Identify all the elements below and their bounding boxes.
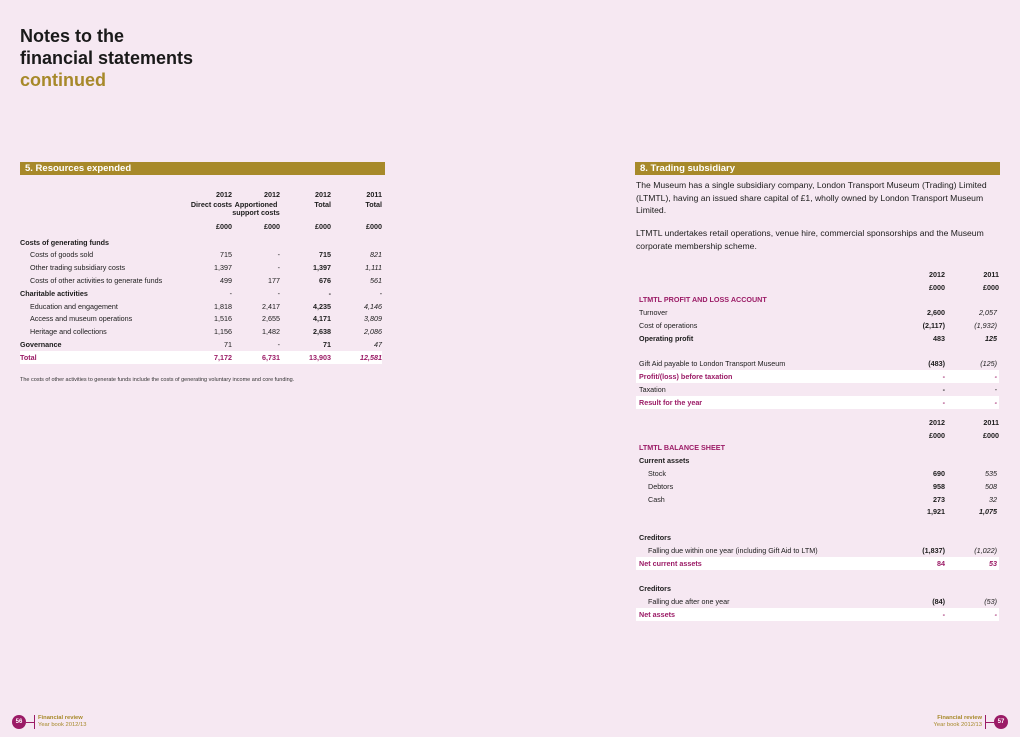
table-row [636,383,999,396]
table-row [20,338,382,351]
row-value-2012: (483) [928,359,945,369]
bs-title: LTMTL BALANCE SHEET [639,443,725,453]
bs-title-row [636,442,999,455]
row-value-2011: (1,022) [974,545,997,555]
title-continued: continued [20,70,106,90]
note5-header-unit [20,218,382,236]
row-value: 676 [319,276,331,286]
row-value-2011: 1,075 [979,507,997,517]
row-value: 3,809 [364,314,382,324]
row-value-2012: 690 [933,469,945,479]
row-label: Costs of other activities to generate funds [30,276,163,286]
table-row [20,261,382,274]
row-value: - [277,250,280,260]
row-label: Heritage and collections [30,327,107,337]
table-row [20,287,382,300]
row-value: 4,171 [313,314,331,324]
row-value: 499 [220,276,232,286]
table-row [636,480,999,493]
row-value-2011: (125) [980,359,997,369]
row-value: 2,655 [262,314,280,324]
table-row [20,351,382,364]
table-row [636,570,999,583]
table-row [20,274,382,287]
row-label: Current assets [639,456,690,466]
footer-subtitle-right: Year book 2012/13 [933,722,982,728]
row-label: Net assets [636,608,889,621]
note8-paragraph-1: The Museum has a single subsidiary company, London Transport Museum (Trading) Limited (LTMTL), having an issued share capital of £1, wholly owned by London Transport Museum Limited. [636,180,987,215]
row-value-2011 [945,582,999,595]
row-value: 6,731 [232,351,280,364]
table-row [20,313,382,326]
row-value-2011: 535 [985,469,997,479]
row-value: 1,156 [214,327,232,337]
row-label: Profit/(loss) before taxation [636,370,889,383]
balance-sheet-table [636,416,999,621]
row-value-2011 [945,345,999,358]
table-row [636,506,999,519]
row-value: 13,903 [280,351,331,364]
row-value-2011: - [994,385,997,395]
table-row [636,608,999,621]
footer-divider-right [986,722,994,723]
table-row [636,332,999,345]
col-year: 2011 [366,189,382,199]
row-value: 1,516 [214,314,232,324]
row-value: 4,146 [364,301,382,311]
row-value: 1,397 [214,263,232,273]
footer-section-right: Financial review [937,715,982,721]
resources-expended-table [20,188,382,364]
table-row [636,518,999,531]
bs-unit-2012: £000 [929,430,945,440]
row-value-2012 [889,570,945,583]
row-value-2012 [889,582,945,595]
table-row [636,467,999,480]
row-label: Creditors [639,533,671,543]
row-label [636,345,889,358]
row-value-2011: - [945,396,999,409]
table-row [636,345,999,358]
table-row [636,493,999,506]
row-value: 7,172 [190,351,232,364]
pl-unit-2011: £000 [983,282,999,292]
row-label: Falling due within one year (including Gift Aid to LTM) [648,545,818,555]
row-value-2012: 958 [933,481,945,491]
row-value: 2,086 [364,327,382,337]
row-value-2011: 508 [985,481,997,491]
table-row [20,300,382,313]
row-value: 561 [370,276,382,286]
footer-section-left: Financial review [38,715,83,721]
row-value-2011: 53 [945,557,999,570]
row-value: 71 [224,340,232,350]
note5-header-spacer [20,201,190,218]
col-year: 2012 [216,189,232,199]
col-unit: £000 [315,222,331,232]
table-row [636,544,999,557]
row-label: Governance [20,340,62,350]
row-value-2011 [945,454,999,467]
row-value: - [379,288,382,298]
row-value-2012: 2,600 [927,308,945,318]
pl-year-row [636,268,999,281]
bs-year-row [636,416,999,429]
note8-paragraph-2: LTMTL undertakes retail operations, venue hire, commercial sponsorships and the Museum corporate membership scheme. [636,228,984,251]
row-value-2012 [889,518,945,531]
row-value-2012: - [889,370,945,383]
note5-header-spacer [20,218,190,236]
row-value: - [277,340,280,350]
row-value: - [229,288,232,298]
row-value-2011: 2,057 [979,308,997,318]
row-value-2012: 273 [933,494,945,504]
table-row [636,582,999,595]
row-label: Cash [648,494,665,504]
row-value-2011 [945,531,999,544]
row-label: Debtors [648,481,674,491]
row-value-2012: - [889,608,945,621]
row-value: 71 [323,340,331,350]
row-label: Total [20,351,190,364]
title-line-1: Notes to the [20,26,125,46]
row-label: Cost of operations [639,321,698,331]
col-unit: £000 [216,222,232,232]
row-value-2012: 84 [889,557,945,570]
row-label: Education and engagement [30,301,118,311]
profit-loss-table [636,268,999,409]
row-value-2012: (84) [932,597,945,607]
footer-divider-left [26,722,34,723]
row-value-2012 [889,454,945,467]
row-value: 1,397 [313,263,331,273]
page-title [20,25,193,91]
pl-unit-2012: £000 [929,282,945,292]
table-row [636,358,999,371]
note5-header-year [20,188,382,201]
row-value: - [328,288,331,298]
page-number-left: 56 [12,715,26,729]
table-row [636,595,999,608]
bs-year-2012: 2012 [929,417,945,427]
row-value: 715 [220,250,232,260]
row-value: 2,638 [313,327,331,337]
row-label: Costs of generating funds [20,237,110,247]
note8-heading: 8. Trading subsidiary [635,162,1000,175]
row-value-2011: - [945,370,999,383]
note5-header-label [20,201,382,218]
row-value-2012: - [889,396,945,409]
row-value: 47 [374,340,382,350]
row-label: Result for the year [636,396,889,409]
row-label: Other trading subsidiary costs [30,263,126,273]
row-value: 1,111 [365,263,382,273]
footer-rule-left [34,715,35,729]
col-label: Apportioned support costs [232,199,280,218]
row-value: 821 [370,250,382,260]
col-label: Total [365,199,382,209]
table-row [20,249,382,262]
table-row [636,306,999,319]
row-value: 1,482 [262,327,280,337]
row-value-2011 [945,570,999,583]
col-year: 2012 [315,189,331,199]
row-value-2011: 125 [985,333,997,343]
row-label: Stock [648,469,666,479]
table-row [636,319,999,332]
col-unit: £000 [264,222,280,232]
row-value: 177 [268,276,280,286]
col-unit: £000 [366,222,382,232]
row-value-2012: - [942,385,945,395]
row-label: Access and museum operations [30,314,133,324]
footer-label-right [930,715,982,729]
row-value: - [277,263,280,273]
row-label: Charitable activities [20,288,88,298]
row-label: Operating profit [639,333,694,343]
table-row [636,396,999,409]
row-value-2011: (53) [984,597,997,607]
col-label: Direct costs [190,199,232,209]
note5-footnote: The costs of other activities to generate funds include the costs of generating voluntary income and core funding. [20,377,295,383]
row-label [636,570,889,583]
row-value-2012: 1,921 [927,507,945,517]
col-label: Total [314,199,331,209]
row-value [232,236,280,249]
bs-unit-2011: £000 [983,430,999,440]
row-label [636,518,889,531]
row-value [190,236,232,249]
col-year: 2012 [264,189,280,199]
pl-year-2011: 2011 [983,269,999,279]
bs-year-2011: 2011 [983,417,999,427]
pl-title: LTMTL PROFIT AND LOSS ACCOUNT [639,295,767,305]
row-value: 715 [319,250,331,260]
table-row [636,557,999,570]
row-value-2011: - [945,608,999,621]
row-value [331,236,382,249]
pl-title-row [636,294,999,307]
row-value-2012: (2,117) [922,321,945,331]
note5-header-spacer [20,188,190,201]
footer-subtitle-left: Year book 2012/13 [38,722,87,728]
row-value [280,236,331,249]
note5-heading: 5. Resources expended [20,162,385,175]
row-label [636,506,889,519]
row-label: Turnover [639,308,668,318]
row-value-2012: 483 [933,333,945,343]
row-label: Creditors [639,584,671,594]
pl-unit-row [636,281,999,294]
table-row [20,325,382,338]
row-label: Falling due after one year [648,597,730,607]
pl-year-2012: 2012 [929,269,945,279]
row-value-2011: 32 [989,494,997,504]
table-row [636,454,999,467]
row-value-2011: (1,932) [974,321,997,331]
row-value-2012 [889,531,945,544]
table-row [636,370,999,383]
title-line-2: financial statements [20,48,194,68]
footer-label-left [38,715,86,729]
row-value: - [277,288,280,298]
table-row [20,236,382,249]
row-value-2012: (1,837) [922,545,945,555]
row-value: 12,581 [331,351,382,364]
page-number-right: 57 [994,715,1008,729]
bs-unit-row [636,429,999,442]
row-value: 4,235 [313,301,331,311]
row-value-2011 [945,518,999,531]
row-label: Net current assets [636,557,889,570]
table-row [636,531,999,544]
row-label: Gift Aid payable to London Transport Museum [639,359,786,369]
row-value: 1,818 [214,301,232,311]
row-label: Taxation [639,385,666,395]
row-label: Costs of goods sold [30,250,94,260]
row-value: 2,417 [262,301,280,311]
row-value-2012 [889,345,945,358]
